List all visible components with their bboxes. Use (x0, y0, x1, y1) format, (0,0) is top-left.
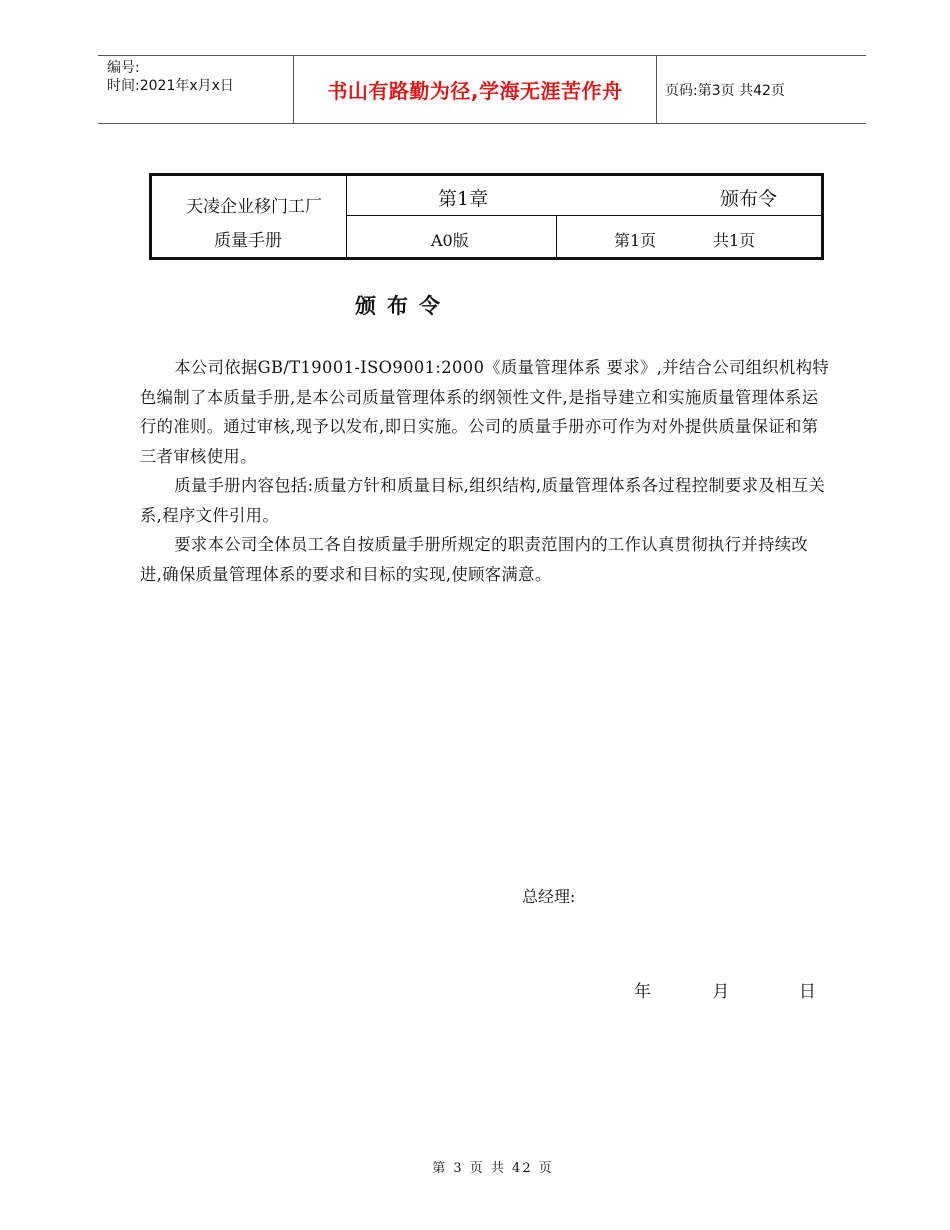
date-year: 年 (634, 982, 651, 1002)
company-cell (152, 176, 347, 257)
body-paragraph: 要求本公司全体员工各自按质量手册所规定的职责范围内的工作认真贯彻执行并持续改进,确保质量管理体系的要求和目标的实现,使顾客满意。 (140, 535, 809, 584)
header-page-code: 页码:第3页 共42页 (665, 82, 785, 99)
manual-details (347, 176, 821, 257)
page-footer: 第 3 页 共 42 页 (432, 1161, 554, 1176)
date-day: 日 (798, 982, 816, 1002)
section-total: 共1页 (713, 231, 756, 250)
version-cell (347, 216, 557, 257)
document-body (140, 353, 830, 589)
body-paragraph: 质量手册内容包括:质量方针和质量目标,组织结构,质量管理体系各过程控制要求及相互关系,程序文件引用。 (140, 476, 826, 525)
body-paragraph: 本公司依据GB/T19001-ISO9001:2000《质量管理体系 要求》,并结合公司组织机构特色编制了本质量手册,是本公司质量管理体系的纲领性文件,是指导建立和实施质量管理体系运行的准则。通过审核,现予以发布,即日实施。公司的质量手册亦可作为对外提供质量保证和第三者审核使用。 (140, 358, 830, 466)
company-name: 天凌企业移门工厂 (186, 197, 322, 217)
page-header (98, 55, 866, 124)
document-title: 颁布令 (355, 294, 451, 318)
manual-name: 质量手册 (214, 231, 282, 251)
chapter-title: 颁布令 (720, 188, 778, 210)
manual-info-table (149, 173, 824, 260)
version-row (347, 216, 821, 257)
header-motto: 书山有路勤为径,学海无涯苦作舟 (294, 56, 657, 123)
general-manager-signature-label: 总经理: (522, 887, 576, 906)
chapter-number: 第1章 (438, 188, 489, 210)
date-month: 月 (712, 982, 730, 1002)
chapter-row (347, 176, 821, 216)
signature-date (634, 977, 816, 1002)
section-page: 第1页 (614, 231, 657, 250)
number-label: 编号: (107, 60, 140, 76)
time-label: 时间:2021年x月x日 (107, 78, 234, 94)
version: A0版 (431, 231, 469, 250)
header-meta (98, 56, 294, 123)
